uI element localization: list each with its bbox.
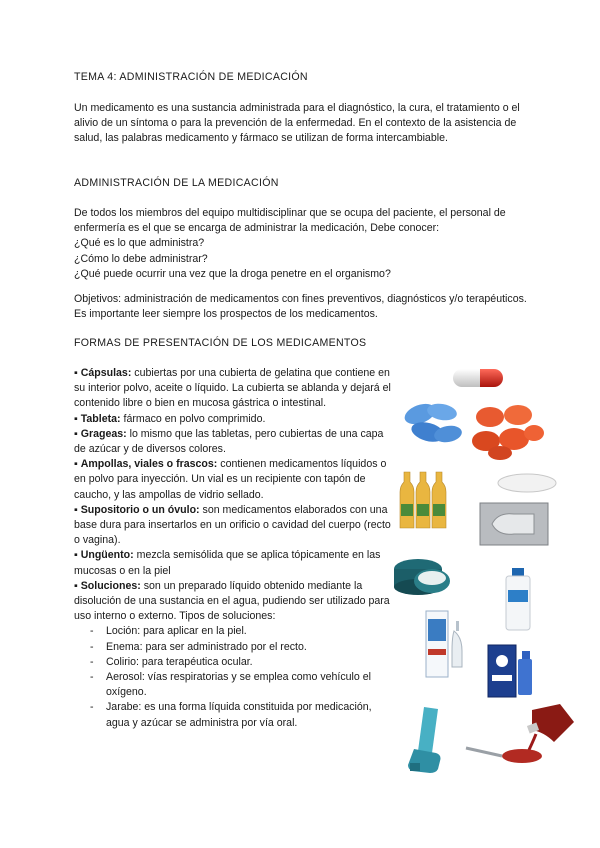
- form-item-grageas: ▪ Grageas: lo mismo que las tabletas, pero cubiertas de una capa de azúcar y de diversos colores.: [74, 427, 384, 456]
- solution-types-list: [74, 624, 392, 730]
- intro-paragraph: [74, 101, 529, 147]
- ampoules-image: [398, 468, 450, 532]
- tablets-image: [400, 398, 466, 450]
- syrup-image: [462, 704, 580, 768]
- form-item-capsulas: ▪ Cápsulas: cubiertas por una cubierta de gelatina que contiene en su interior polvo, aceite o líquido. La cubierta se ablanda y dejará el contenido libre o bien en mucosa gástrica o intestinal.: [74, 367, 391, 410]
- intro-text: Un medicamento es una sustancia administrada para el diagnóstico, la cura, el tratamiento o el alivio de un síntoma o para la prevención de la enfermedad. En el contexto de la asistencia de salud, las palabras medicamento y fármaco se utilizan de forma intercambiable.: [74, 102, 520, 145]
- solution-type-item: - Aerosol: vías respiratorias y se emplea como vehículo el oxígeno.: [90, 671, 371, 699]
- inhaler-image: [404, 703, 460, 775]
- objectives-paragraph: [74, 292, 529, 322]
- suppository-image: [478, 497, 550, 551]
- eye-drops-image: [484, 641, 534, 699]
- solution-type-item: - Enema: para ser administrado por el recto.: [90, 640, 307, 653]
- forms-list: [74, 366, 392, 731]
- solution-type-item: - Jarabe: es una forma líquida constituida por medicación, agua y azúcar se administra por vía oral.: [90, 701, 372, 729]
- capsule-image: [450, 366, 506, 390]
- administracion-question: ¿Qué puede ocurrir una vez que la droga penetre en el organismo?: [74, 267, 391, 280]
- administracion-line: De todos los miembros del equipo multidisciplinar que se ocupa del paciente, el personal de enfermería es el que se encarga de administrar la medicación, Debe conocer:: [74, 207, 506, 235]
- section-heading-administracion: ADMINISTRACIÓN DE LA MEDICACIÓN: [74, 177, 279, 189]
- administracion-question: ¿Qué es lo que administra?: [74, 237, 205, 250]
- form-item-supositorio: ▪ Supositorio o un óvulo: son medicamentos elaborados con una base dura para insertarlos en un orificio o cavidad del cuerpo (recto o vagina).: [74, 503, 391, 547]
- solution-type-item: - Colirio: para terapéutica ocular.: [90, 655, 253, 668]
- form-item-soluciones: ▪ Soluciones: son un preparado líquido obtenido mediante la disolución de una sustancia en el agua, pudiendo ser utilizado para uso interno o externo. Tipos de soluciones:: [74, 579, 390, 623]
- form-item-unguento: ▪ Ungüento: mezcla semisólida que se aplica tópicamente en las mucosas o en la piel: [74, 549, 381, 577]
- administracion-paragraph: [74, 206, 529, 282]
- white-tablet-image: [496, 471, 558, 495]
- page-title: TEMA 4: ADMINISTRACIÓN DE MEDICACIÓN: [74, 71, 308, 83]
- lotion-bottle-image: [504, 568, 532, 632]
- form-item-ampollas: ▪ Ampollas, viales o frascos: contienen medicamentos líquidos o en polvo para inyección. Un vial es un recipiente con tapón de caucho, y las ampollas de vidrio sellado.: [74, 458, 387, 501]
- enema-image: [422, 609, 470, 681]
- section-heading-formas: FORMAS DE PRESENTACIÓN DE LOS MEDICAMENTOS: [74, 337, 367, 349]
- solution-type-item: - Loción: para aplicar en la piel.: [90, 625, 247, 638]
- objectives-text: Objetivos: administración de medicamentos con fines preventivos, diagnósticos y/o terapéuticos. Es importante leer siempre los prospectos de los medicamentos.: [74, 293, 527, 321]
- ointment-jar-image: [392, 551, 454, 599]
- administracion-question: ¿Cómo lo debe administrar?: [74, 252, 208, 265]
- form-item-tableta: ▪ Tableta: fármaco en polvo comprimido.: [74, 412, 266, 425]
- dragees-image: [470, 403, 546, 461]
